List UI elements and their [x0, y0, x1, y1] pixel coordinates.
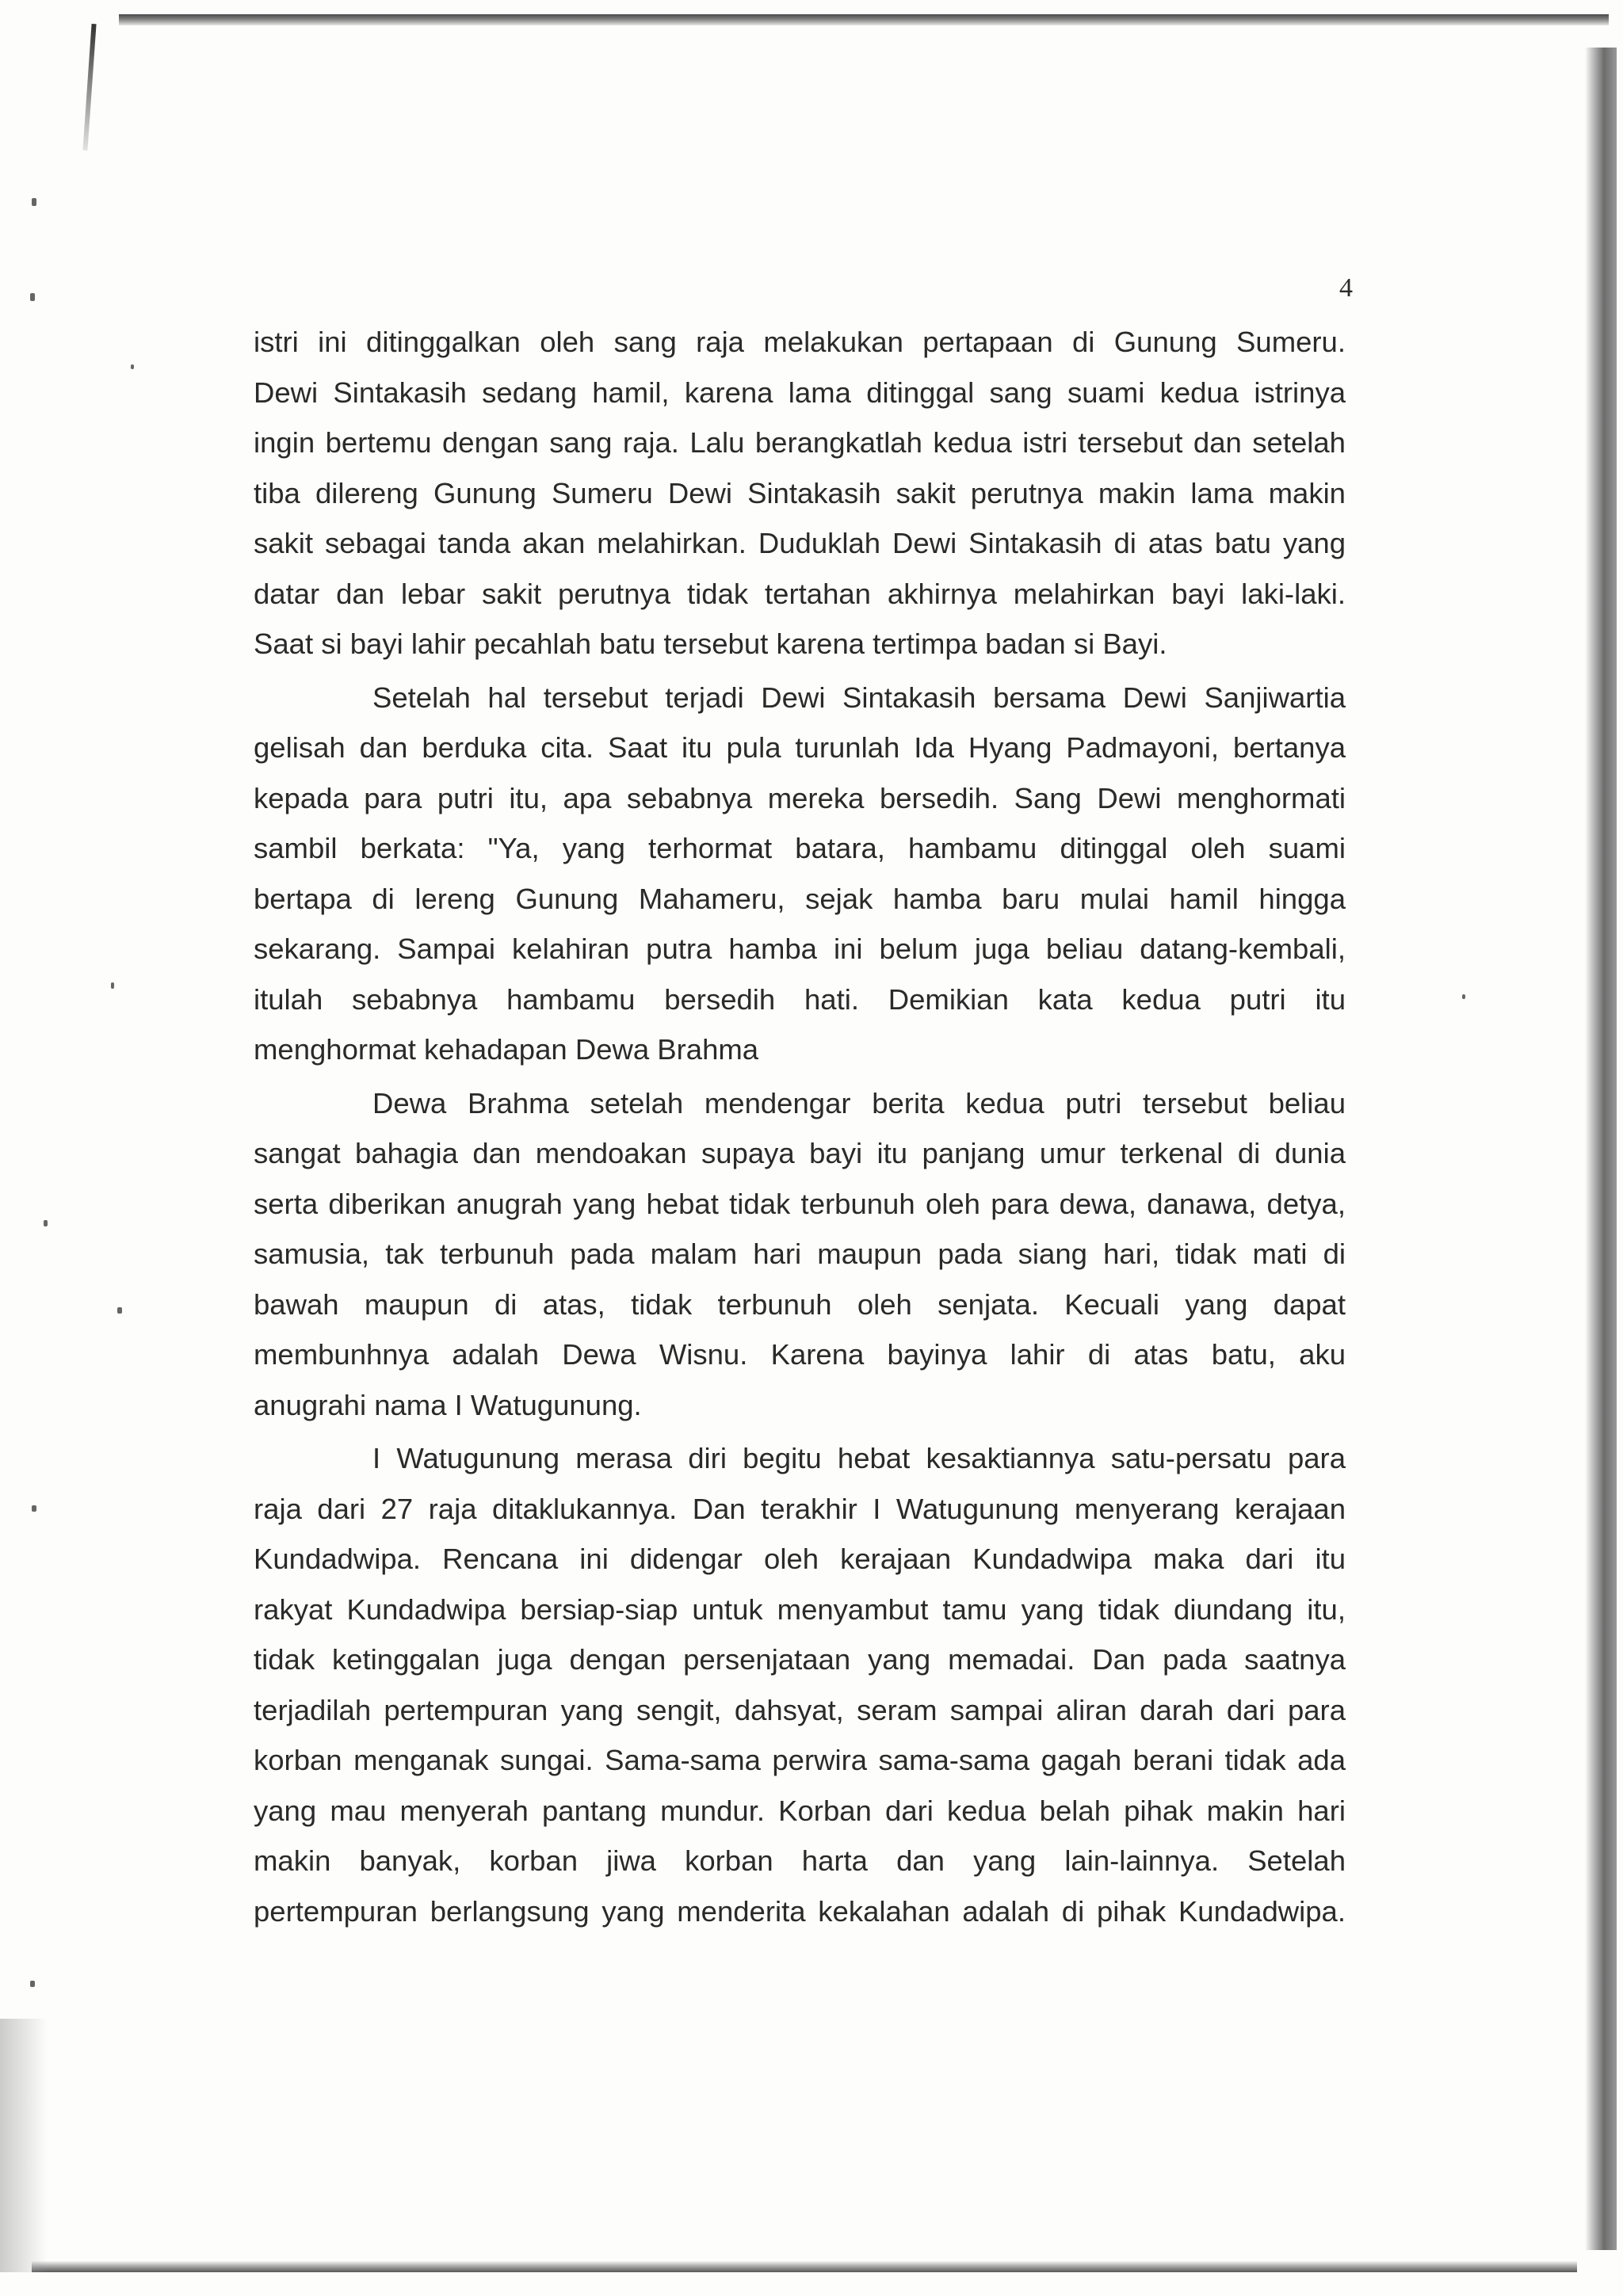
- text-line: korban menganak sungai. Sama-sama perwira sama-sama gagah berani tidak ada: [254, 1744, 1346, 1776]
- text-line: makin banyak, korban jiwa korban harta dan yang lain-lainnya. Setelah: [254, 1844, 1346, 1877]
- text-line: sekarang. Sampai kelahiran putra hamba ini belum juga beliau datang-kembali,: [254, 933, 1346, 965]
- scan-speck: [44, 1220, 48, 1226]
- text-line: I Watugunung merasa diri begitu hebat kesaktiannya satu-persatu para: [372, 1442, 1346, 1474]
- text-line: tidak ketinggalan juga dengan persenjataan yang memadai. Dan pada saatnya: [254, 1643, 1346, 1676]
- text-line: itulah sebabnya hambamu bersedih hati. Demikian kata kedua putri itu: [254, 982, 1346, 1016]
- text-line: Dewi Sintakasih sedang hamil, karena lama ditinggal sang suami kedua istrinya: [254, 376, 1346, 409]
- paragraph-2: [254, 673, 1346, 1075]
- text-line: tiba dilereng Gunung Sumeru Dewi Sintakasih sakit perutnya makin lama makin: [254, 476, 1346, 509]
- paragraph-3: [254, 1078, 1346, 1431]
- scan-speck: [30, 1981, 35, 1987]
- text-line: Saat si bayi lahir pecahlah batu tersebut karena tertimpa badan si Bayi.: [254, 627, 1167, 660]
- scan-edge-top-left: [82, 24, 96, 151]
- text-line: raja dari 27 raja ditaklukannya. Dan terakhir I Watugunung menyerang kerajaan: [254, 1492, 1346, 1525]
- text-line: menghormat kehadapan Dewa Brahma: [254, 1033, 759, 1066]
- scan-speck: [30, 293, 35, 301]
- text-line: sakit sebagai tanda akan melahirkan. Duduklah Dewi Sintakasih di atas batu yang: [254, 527, 1346, 559]
- scan-speck: [131, 364, 134, 369]
- paragraph-1: [254, 317, 1346, 669]
- scan-edge-right: [1585, 48, 1617, 2250]
- text-line: sangat bahagia dan mendoakan supaya bayi itu panjang umur terkenal di dunia: [254, 1137, 1346, 1169]
- text-line: gelisah dan berduka cita. Saat itu pula turunlah Ida Hyang Padmayoni, bertanya: [254, 731, 1346, 764]
- text-line: anugrahi nama I Watugunung.: [254, 1388, 642, 1421]
- text-line: istri ini ditinggalkan oleh sang raja melakukan pertapaan di Gunung Sumeru.: [254, 326, 1346, 358]
- scan-edge-bottom-left: [0, 2019, 48, 2272]
- document-body: [254, 317, 1346, 1936]
- scan-speck: [111, 982, 114, 989]
- text-line: pertempuran berlangsung yang menderita kekalahan adalah di pihak Kundadwipa.: [254, 1894, 1346, 1928]
- scan-edge-bottom: [32, 2261, 1577, 2272]
- text-line: Dewa Brahma setelah mendengar berita kedua putri tersebut beliau: [372, 1086, 1346, 1119]
- text-line: rakyat Kundadwipa bersiap-siap untuk menyambut tamu yang tidak diundang itu,: [254, 1592, 1346, 1626]
- text-line: serta diberikan anugrah yang hebat tidak terbunuh oleh para dewa, danawa, detya,: [254, 1187, 1346, 1220]
- scan-speck: [32, 1505, 36, 1512]
- text-line: sambil berkata: "Ya, yang terhormat batara, hambamu ditinggal oleh suami: [254, 832, 1346, 864]
- text-line: bawah maupun di atas, tidak terbunuh oleh senjata. Kecuali yang dapat: [254, 1287, 1346, 1321]
- scan-speck: [117, 1307, 122, 1314]
- page-number: 4: [1339, 273, 1353, 303]
- text-line: kepada para putri itu, apa sebabnya mereka bersedih. Sang Dewi menghormati: [254, 781, 1346, 814]
- scan-speck: [32, 198, 36, 206]
- text-line: yang mau menyerah pantang mundur. Korban dari kedua belah pihak makin hari: [254, 1794, 1346, 1827]
- text-line: Setelah hal tersebut terjadi Dewi Sintakasih bersama Dewi Sanjiwartia: [372, 681, 1346, 714]
- paragraph-4: [254, 1433, 1346, 1936]
- text-line: membunhnya adalah Dewa Wisnu. Karena bayinya lahir di atas batu, aku: [254, 1338, 1346, 1371]
- text-line: bertapa di lereng Gunung Mahameru, sejak hamba baru mulai hamil hingga: [254, 882, 1346, 915]
- text-line: Kundadwipa. Rencana ini didengar oleh kerajaan Kundadwipa maka dari itu: [254, 1543, 1346, 1575]
- text-line: datar dan lebar sakit perutnya tidak tertahan akhirnya melahirkan bayi laki-laki.: [254, 577, 1346, 610]
- text-line: terjadilah pertempuran yang sengit, dahsyat, seram sampai aliran darah dari para: [254, 1693, 1346, 1726]
- text-line: samusia, tak terbunuh pada malam hari maupun pada siang hari, tidak mati di: [254, 1238, 1346, 1270]
- text-line: ingin bertemu dengan sang raja. Lalu berangkatlah kedua istri tersebut dan setelah: [254, 426, 1346, 459]
- scan-edge-top: [119, 14, 1609, 25]
- scan-speck: [1462, 994, 1465, 999]
